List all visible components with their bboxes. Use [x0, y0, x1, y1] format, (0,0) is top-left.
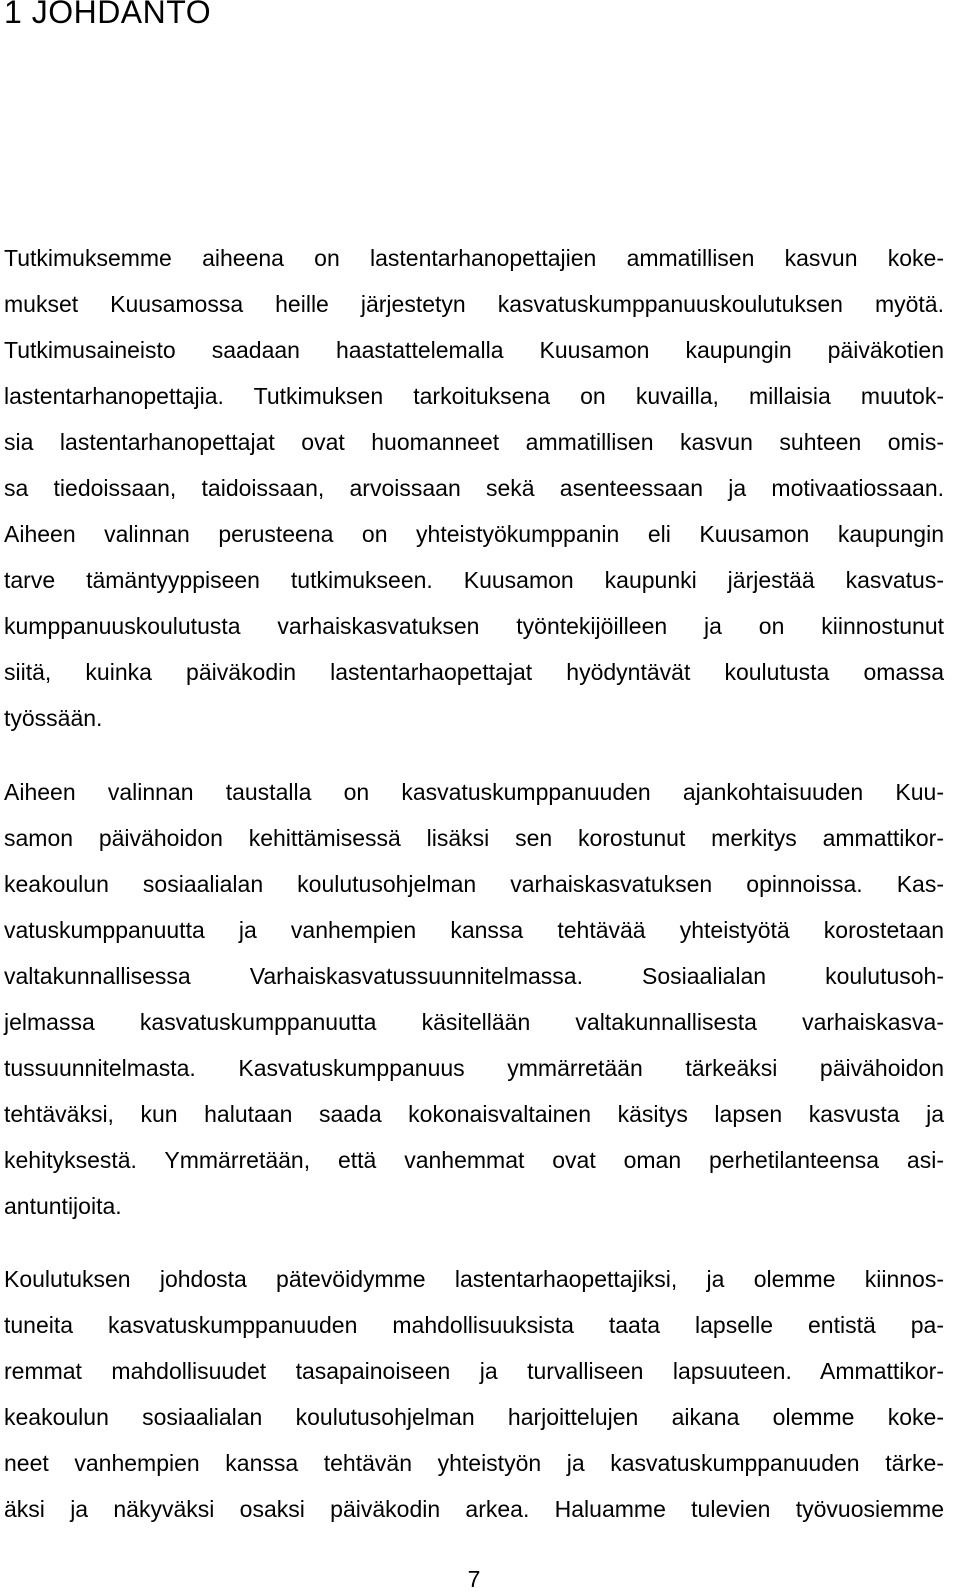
text-line: siitä, kuinka päiväkodin lastentarhaopettajat hyödyntävät koulutusta omassa — [4, 659, 944, 685]
text-line: Aiheen valinnan perusteena on yhteistyökumppanin eli Kuusamon kaupungin — [4, 521, 944, 547]
text-line: remmat mahdollisuudet tasapainoiseen ja turvalliseen lapsuuteen. Ammattikor- — [4, 1358, 944, 1384]
text-line: tehtäväksi, kun halutaan saada kokonaisvaltainen käsitys lapsen kasvusta ja — [4, 1101, 944, 1127]
text-line: samon päivähoidon kehittämisessä lisäksi sen korostunut merkitys ammattikor- — [4, 825, 944, 851]
chapter-heading: 1 JOHDANTO — [4, 0, 212, 30]
text-line: tarve tämäntyyppiseen tutkimukseen. Kuusamon kaupunki järjestää kasvatus- — [4, 567, 944, 593]
text-line: sa tiedoissaan, taidoissaan, arvoissaan sekä asenteessaan ja motivaatiossaan. — [4, 475, 944, 501]
text-line: kehityksestä. Ymmärretään, että vanhemmat ovat oman perhetilanteensa asi- — [4, 1147, 944, 1173]
text-line: äksi ja näkyväksi osaksi päiväkodin arkea. Haluamme tulevien työvuosiemme — [4, 1496, 944, 1522]
text-line: sia lastentarhanopettajat ovat huomanneet ammatillisen kasvun suhteen omis- — [4, 429, 944, 455]
text-line: keakoulun sosiaalialan koulutusohjelman varhaiskasvatuksen opinnoissa. Kas- — [4, 871, 944, 897]
text-line: kumppanuuskoulutusta varhaiskasvatuksen työntekijöilleen ja on kiinnostunut — [4, 613, 944, 639]
text-line: vatuskumppanuutta ja vanhempien kanssa tehtävää yhteistyötä korostetaan — [4, 917, 944, 943]
text-line: neet vanhempien kanssa tehtävän yhteistyön ja kasvatuskumppanuuden tärke- — [4, 1450, 944, 1476]
text-line: tussuunnitelmasta. Kasvatuskumppanuus ymmärretään tärkeäksi päivähoidon — [4, 1055, 944, 1081]
text-line: Aiheen valinnan taustalla on kasvatuskumppanuuden ajankohtaisuuden Kuu- — [4, 779, 944, 805]
paragraph-1 — [4, 235, 944, 741]
text-line: valtakunnallisessa Varhaiskasvatussuunnitelmassa. Sosiaalialan koulutusoh- — [4, 963, 944, 989]
paragraph-3 — [4, 1256, 944, 1532]
text-line: Tutkimusaineisto saadaan haastattelemalla Kuusamon kaupungin päiväkotien — [4, 337, 944, 363]
text-line: lastentarhanopettajia. Tutkimuksen tarkoituksena on kuvailla, millaisia muutok- — [4, 383, 944, 409]
page-number: 7 — [467, 1566, 481, 1592]
text-line: tuneita kasvatuskumppanuuden mahdollisuuksista taata lapselle entistä pa- — [4, 1312, 944, 1338]
paragraph-2 — [4, 769, 944, 1229]
text-line: Koulutuksen johdosta pätevöidymme lastentarhaopettajiksi, ja olemme kiinnos- — [4, 1266, 944, 1292]
text-line: työssään. — [4, 705, 103, 731]
text-line: mukset Kuusamossa heille järjestetyn kasvatuskumppanuuskoulutuksen myötä. — [4, 291, 944, 317]
text-line: antuntijoita. — [4, 1193, 122, 1219]
text-line: Tutkimuksemme aiheena on lastentarhanopettajien ammatillisen kasvun koke- — [4, 245, 944, 271]
text-line: keakoulun sosiaalialan koulutusohjelman harjoittelujen aikana olemme koke- — [4, 1404, 944, 1430]
text-line: jelmassa kasvatuskumppanuutta käsitellään valtakunnallisesta varhaiskasva- — [4, 1009, 944, 1035]
